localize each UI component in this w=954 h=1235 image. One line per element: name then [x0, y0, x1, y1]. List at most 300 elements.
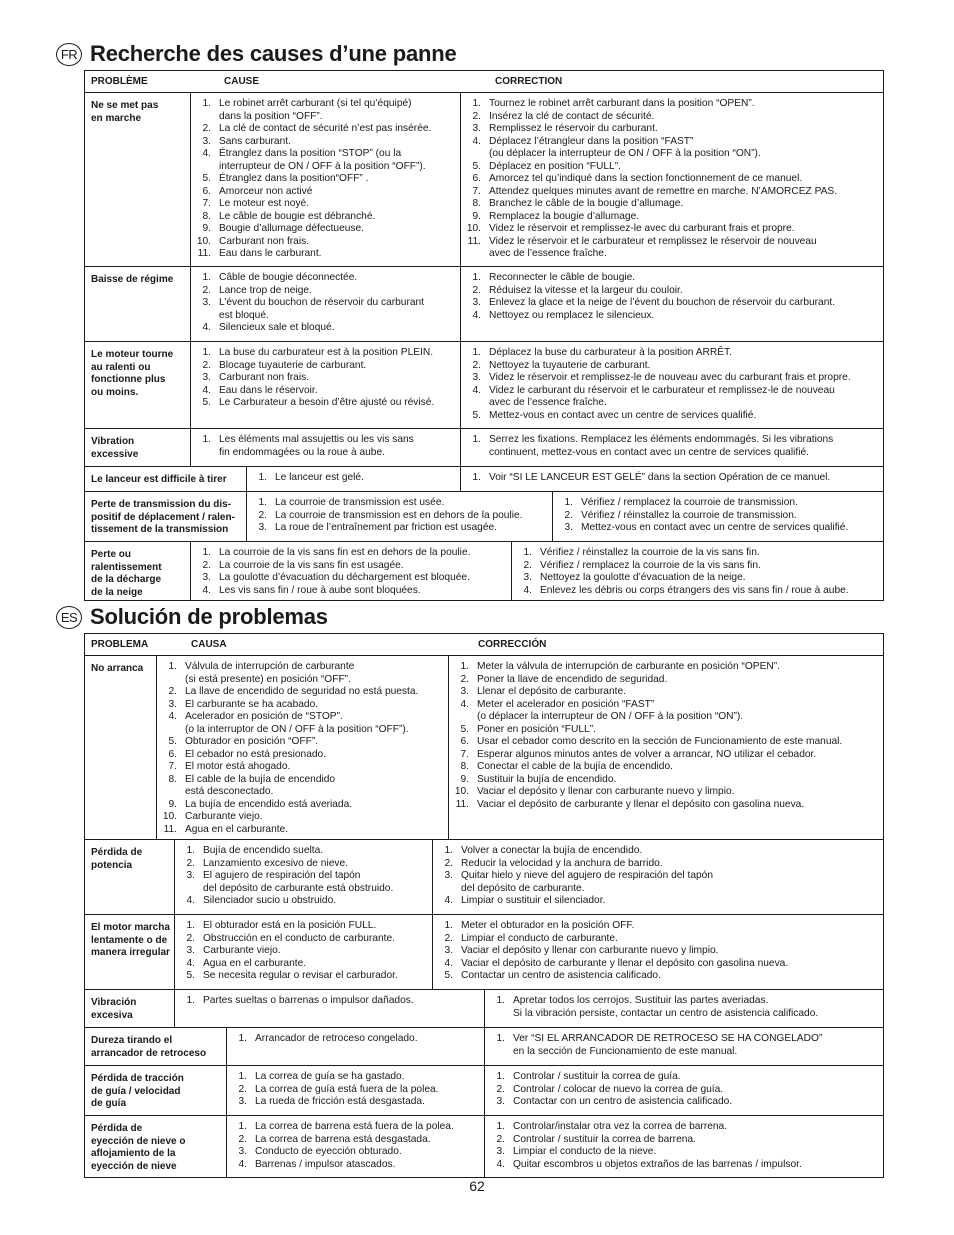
- item-text: Limpiar o sustituir el silenciador.: [461, 895, 606, 906]
- cause-item: [227, 1159, 480, 1172]
- item-text: Agua en el carburante.: [185, 823, 289, 835]
- item-text: Videz le carburant du réservoir et le carburateur et remplissez-le de nouveau avec de l’essence fraîche.: [489, 384, 835, 408]
- cause-item: [191, 186, 456, 199]
- item-text: Poner la llave de encendido de seguridad.: [477, 673, 668, 685]
- item-number: 5.: [472, 160, 481, 172]
- item-text: Vérifiez / remplacez la courroie de transmission.: [581, 497, 798, 508]
- item-text: Amorcez tel qu’indiqué dans la section fonctionnement de ce manuel.: [489, 173, 803, 184]
- cause-item: [157, 699, 444, 712]
- item-number: 6.: [460, 736, 469, 747]
- correction-item: [461, 472, 881, 485]
- item-text: La llave de encendido de seguridad no está puesta.: [185, 686, 419, 697]
- item-number: 1.: [202, 347, 211, 358]
- item-number: 3.: [202, 135, 211, 147]
- item-number: 2.: [460, 673, 469, 685]
- cause-cell: [191, 342, 461, 428]
- item-text: Videz le réservoir et remplissez-le de nouveau avec du carburant frais et propre.: [489, 372, 851, 383]
- cause-item: [157, 811, 444, 824]
- item-number: 1.: [472, 98, 481, 109]
- table-row: [84, 429, 884, 467]
- problem-cell: Le lanceur est difficile à tirer: [85, 467, 247, 491]
- item-number: 1.: [444, 920, 453, 931]
- correction-item: [485, 1096, 881, 1109]
- item-text: La correa de guía está fuera de la polea.: [255, 1083, 439, 1095]
- correction-item: [449, 786, 881, 799]
- fr-troubleshooting-table: [84, 70, 884, 601]
- item-text: Réduisez la vitesse et la largeur du couloir.: [489, 284, 683, 296]
- item-number: 1.: [444, 845, 453, 856]
- item-number: 3.: [444, 870, 453, 881]
- item-number: 8.: [460, 761, 469, 772]
- cause-cell: [191, 267, 461, 341]
- column-header-correction: CORRECTION: [495, 76, 563, 87]
- correction-cell: [485, 1116, 883, 1177]
- correction-item: [461, 347, 881, 360]
- item-text: Nettoyez la tuyauterie de carburant.: [489, 359, 651, 371]
- item-number: 4.: [202, 384, 211, 396]
- correction-item: [461, 434, 881, 459]
- item-text: Apretar todos los cerrojos. Sustituir las partes averiadas. Si la vibración persiste, contactar un centro de asistencia calificado.: [513, 995, 819, 1019]
- cause-cell: [191, 429, 461, 466]
- table-row: [84, 840, 884, 915]
- item-text: Ver “SI EL ARRANCADOR DE RETROCESO SE HA CONGELADO” en la sección de Funcionamiento de este manual.: [513, 1033, 823, 1057]
- item-number: 2.: [444, 857, 453, 869]
- item-text: Les vis sans fin / roue à aube sont bloquées.: [219, 584, 421, 596]
- item-text: Válvula de interrupción de carburante (si está presente) en posición “OFF”.: [185, 661, 355, 685]
- item-number: 3.: [460, 686, 469, 697]
- item-text: Arrancador de retroceso congelado.: [255, 1033, 418, 1044]
- correction-item: [461, 211, 881, 224]
- cause-cell: [227, 1116, 485, 1177]
- item-text: Contactar un centro de asistencia calificado.: [461, 970, 661, 981]
- cause-item: [157, 761, 444, 774]
- item-text: Carburante viejo.: [185, 811, 263, 822]
- item-number: 1.: [496, 995, 505, 1006]
- item-text: Acelerador en posición de “STOP”. (o la interruptor de ON / OFF à la position “OFF”).: [185, 711, 409, 735]
- correction-cell: [461, 267, 883, 341]
- item-number: 2.: [238, 1133, 247, 1145]
- cause-item: [191, 211, 456, 224]
- item-number: 3.: [238, 1146, 247, 1157]
- item-text: La courroie de la vis sans fin est usagée.: [219, 559, 404, 571]
- es-section-title: Solución de problemas: [90, 604, 328, 629]
- item-text: La bujía de encendido está averiada.: [185, 798, 353, 810]
- correction-cell: [461, 467, 883, 491]
- item-number: 5.: [202, 397, 211, 408]
- item-number: 5.: [202, 173, 211, 184]
- fr-section-heading: [56, 41, 457, 67]
- item-number: 4.: [472, 384, 481, 396]
- item-number: 3.: [186, 870, 195, 881]
- item-text: Carburant non frais.: [219, 235, 310, 247]
- item-number: 2.: [258, 509, 267, 521]
- item-text: Esperar algunos minutos antes de volver a arrancar, NO utilizar el cebador.: [477, 748, 817, 760]
- item-text: Remplissez le réservoir du carburant.: [489, 123, 658, 134]
- cause-item: [227, 1134, 480, 1147]
- correction-cell: [449, 656, 883, 839]
- item-number: 1.: [460, 661, 469, 672]
- item-text: La rueda de fricción está desgastada.: [255, 1096, 425, 1107]
- correction-item: [461, 198, 881, 211]
- item-text: Le lanceur est gelé.: [275, 472, 364, 483]
- item-text: El carburante se ha acabado.: [185, 698, 319, 710]
- correction-cell: [512, 542, 883, 600]
- item-text: Le robinet arrêt carburant (si tel qu’équipé) dans la position “OFF”.: [219, 98, 412, 122]
- column-header-cause: CAUSA: [191, 639, 227, 650]
- cause-item: [227, 1084, 480, 1097]
- item-number: 3.: [168, 698, 177, 710]
- item-number: 4.: [496, 1158, 505, 1170]
- cause-item: [191, 173, 456, 186]
- item-number: 4.: [460, 698, 469, 710]
- item-text: Étranglez dans la position “STOP” (ou la interrupteur de ON / OFF à la position “OFF”).: [219, 148, 426, 172]
- cause-cell: [247, 492, 553, 541]
- item-text: El obturador está en la posición FULL.: [203, 920, 377, 931]
- item-number: 1.: [564, 497, 573, 508]
- item-number: 3.: [202, 297, 211, 308]
- item-text: Sans carburant.: [219, 135, 291, 147]
- column-header-problem: PROBLÈME: [91, 76, 148, 87]
- cause-item: [191, 372, 456, 385]
- item-number: 7.: [202, 198, 211, 209]
- item-text: La clé de contact de sécurité n’est pas insérée.: [219, 123, 432, 134]
- item-number: 4.: [202, 148, 211, 159]
- item-number: 2.: [186, 857, 195, 869]
- problem-cell: Baisse de régime: [85, 267, 191, 341]
- table-row: [84, 342, 884, 429]
- cause-item: [227, 1071, 480, 1084]
- cause-item: [157, 686, 444, 699]
- item-number: 5.: [460, 723, 469, 735]
- item-text: L’évent du bouchon de réservoir du carburant est bloqué.: [219, 297, 425, 321]
- item-text: Conducto de eyección obturado.: [255, 1146, 402, 1157]
- item-number: 1.: [186, 920, 195, 931]
- table-row: [84, 467, 884, 492]
- table-row: [84, 267, 884, 342]
- item-number: 4.: [202, 584, 211, 596]
- cause-cell: [157, 656, 449, 839]
- item-text: Le moteur est noyé.: [219, 198, 310, 209]
- problem-cell: Pérdida de potencia: [85, 840, 175, 914]
- item-number: 3.: [202, 372, 211, 383]
- cause-item: [191, 397, 456, 410]
- item-text: Limpiar el conducto de carburante.: [461, 932, 618, 944]
- correction-item: [433, 845, 881, 858]
- item-text: Eau dans le carburant.: [219, 248, 322, 259]
- item-text: Obstrucción en el conducto de carburante.: [203, 932, 395, 944]
- correction-item: [461, 410, 881, 423]
- cause-item: [157, 661, 444, 686]
- item-text: Vaciar el depósito y llenar con carburante nuevo y limpio.: [461, 945, 719, 956]
- item-number: 5.: [472, 409, 481, 421]
- item-text: Meter el obturador en la posición OFF.: [461, 920, 635, 931]
- item-text: El motor está ahogado.: [185, 761, 291, 772]
- cause-item: [191, 360, 456, 373]
- cause-item: [191, 148, 456, 173]
- item-text: El cebador no está presionado.: [185, 748, 327, 760]
- correction-item: [485, 995, 881, 1020]
- correction-item: [433, 933, 881, 946]
- cause-item: [175, 933, 428, 946]
- item-number: 9.: [168, 798, 177, 810]
- item-number: 1.: [186, 845, 195, 856]
- correction-cell: [433, 840, 883, 914]
- correction-item: [449, 749, 881, 762]
- problem-cell: El motor marcha lentamente o de manera irregular: [85, 915, 175, 989]
- item-number: 4.: [523, 584, 532, 596]
- item-text: La courroie de transmission est usée.: [275, 497, 445, 508]
- item-number: 11.: [467, 235, 481, 247]
- item-number: 4.: [444, 895, 453, 906]
- item-text: Poner en posición “FULL”.: [477, 723, 596, 735]
- table-row: [84, 656, 884, 840]
- table-row: [84, 542, 884, 601]
- item-number: 2.: [472, 284, 481, 296]
- item-number: 2.: [202, 559, 211, 571]
- item-number: 3.: [496, 1096, 505, 1107]
- item-number: 2.: [472, 110, 481, 122]
- item-number: 10.: [162, 811, 177, 822]
- item-text: Enlevez la glace et la neige de l’évent du bouchon de réservoir du carburant.: [489, 297, 836, 308]
- cause-item: [191, 98, 456, 123]
- problem-cell: Le moteur tourne au ralenti ou fonctionne plus ou moins.: [85, 342, 191, 428]
- item-number: 1.: [496, 1071, 505, 1082]
- item-number: 3.: [523, 572, 532, 583]
- correction-cell: [485, 990, 883, 1027]
- es-section-heading: [56, 604, 328, 630]
- cause-item: [191, 560, 507, 573]
- item-number: 1.: [523, 547, 532, 558]
- item-text: Vérifiez / remplacez la courroie de la vis sans fin.: [540, 559, 761, 571]
- cause-cell: [175, 840, 433, 914]
- item-number: 4.: [186, 957, 195, 969]
- correction-item: [485, 1159, 881, 1172]
- item-text: Bujía de encendido suelta.: [203, 845, 324, 856]
- correction-item: [433, 895, 881, 908]
- item-number: 3.: [472, 297, 481, 308]
- item-number: 2.: [496, 1133, 505, 1145]
- item-number: 8.: [472, 198, 481, 209]
- cause-cell: [227, 1066, 485, 1115]
- item-number: 1.: [202, 547, 211, 558]
- item-number: 4.: [238, 1158, 247, 1170]
- correction-item: [461, 372, 881, 385]
- correction-cell: [485, 1028, 883, 1065]
- correction-item: [433, 920, 881, 933]
- correction-item: [449, 699, 881, 724]
- cause-item: [247, 522, 548, 535]
- cause-item: [191, 547, 507, 560]
- problem-cell: Vibración excesiva: [85, 990, 175, 1027]
- item-number: 3.: [258, 522, 267, 533]
- correction-item: [449, 761, 881, 774]
- cause-item: [191, 198, 456, 211]
- item-number: 1.: [472, 472, 481, 483]
- item-text: Partes sueltas o barrenas o impulsor dañados.: [203, 995, 414, 1006]
- item-text: Remplacez la bougie d’allumage.: [489, 210, 640, 222]
- correction-cell: [461, 342, 883, 428]
- cause-item: [191, 434, 456, 459]
- item-number: 2.: [202, 284, 211, 296]
- item-text: Agua en el carburante.: [203, 957, 307, 969]
- item-text: Meter el acelerador en posición “FAST” (o déplacer la interrupteur de ON / OFF à la position “ON”).: [477, 698, 744, 722]
- item-number: 11.: [163, 823, 177, 835]
- cause-item: [175, 995, 480, 1008]
- item-number: 1.: [238, 1033, 247, 1044]
- item-text: Meter la válvula de interrupción de carburante en posición “OPEN”.: [477, 661, 780, 672]
- problem-cell: Perte ou ralentissement de la décharge de la neige: [85, 542, 191, 600]
- item-text: La courroie de transmission est en dehors de la poulie.: [275, 509, 523, 521]
- problem-cell: Dureza tirando el arrancador de retroceso: [85, 1028, 227, 1065]
- item-text: La courroie de la vis sans fin est en dehors de la poulie.: [219, 547, 471, 558]
- item-number: 4.: [202, 322, 211, 333]
- fr-language-badge: FR: [56, 43, 82, 66]
- cause-item: [247, 497, 548, 510]
- correction-item: [449, 736, 881, 749]
- item-text: El agujero de respiración del tapón del depósito de carburante está obstruido.: [203, 870, 394, 894]
- item-number: 6.: [472, 173, 481, 184]
- item-text: Le câble de bougie est débranché.: [219, 210, 376, 222]
- item-number: 1.: [496, 1033, 505, 1044]
- correction-item: [461, 161, 881, 174]
- correction-cell: [461, 429, 883, 466]
- item-text: Volver a conectar la bujía de encendido.: [461, 845, 643, 856]
- item-number: 4.: [472, 135, 481, 147]
- page-number: 62: [469, 1178, 485, 1194]
- item-text: Déplacez l’étrangleur dans la position “FAST” (ou déplacer la interrupteur de ON / OFF à la position “ON”).: [489, 135, 761, 159]
- item-number: 1.: [472, 434, 481, 445]
- item-number: 2.: [202, 359, 211, 371]
- item-number: 1.: [238, 1071, 247, 1082]
- correction-item: [553, 510, 881, 523]
- item-text: Nettoyez ou remplacez le silencieux.: [489, 309, 655, 321]
- correction-item: [433, 858, 881, 871]
- item-number: 4.: [472, 309, 481, 321]
- cause-cell: [227, 1028, 485, 1065]
- correction-item: [461, 186, 881, 199]
- item-number: 5.: [168, 736, 177, 747]
- cause-item: [191, 347, 456, 360]
- cause-item: [157, 774, 444, 799]
- table-row: [84, 1066, 884, 1116]
- cause-item: [191, 248, 456, 261]
- item-number: 1.: [202, 272, 211, 283]
- cause-item: [175, 920, 428, 933]
- item-text: Le Carburateur a besoin d’être ajusté ou révisé.: [219, 397, 435, 408]
- correction-item: [449, 774, 881, 787]
- item-text: Controlar/instalar otra vez la correa de barrena.: [513, 1121, 728, 1132]
- item-number: 6.: [202, 185, 211, 197]
- item-text: La correa de barrena está desgastada.: [255, 1133, 431, 1145]
- es-language-badge: ES: [56, 606, 82, 629]
- item-text: Câble de bougie déconnectée.: [219, 272, 358, 283]
- item-text: La buse du carburateur est à la position PLEIN.: [219, 347, 434, 358]
- problem-cell: Pérdida de eyección de nieve o aflojamiento de la eyección de nieve: [85, 1116, 227, 1177]
- item-number: 1.: [202, 434, 211, 445]
- cause-cell: [247, 467, 461, 491]
- item-number: 5.: [444, 970, 453, 981]
- correction-item: [512, 560, 881, 573]
- item-number: 8.: [168, 773, 177, 785]
- item-text: Sustituir la bujía de encendido.: [477, 773, 617, 785]
- item-text: Vérifiez / réinstallez la courroie de transmission.: [581, 509, 797, 521]
- item-number: 1.: [496, 1121, 505, 1132]
- cause-cell: [175, 990, 485, 1027]
- problem-cell: Ne se met pas en marche: [85, 93, 191, 266]
- correction-cell: [461, 93, 883, 266]
- item-text: Barrenas / impulsor atascados.: [255, 1158, 396, 1170]
- correction-item: [449, 799, 881, 812]
- item-text: Bougie d’allumage défectueuse.: [219, 223, 364, 234]
- item-number: 9.: [460, 773, 469, 785]
- correction-item: [449, 661, 881, 674]
- cause-cell: [191, 93, 461, 266]
- item-number: 7.: [460, 748, 469, 760]
- column-header-cause: CAUSE: [224, 76, 260, 87]
- item-text: Usar el cebador como descrito en la sección de Funcionamiento de este manual.: [477, 736, 843, 747]
- item-number: 3.: [444, 945, 453, 956]
- item-text: Obturador en posición “OFF”.: [185, 736, 319, 747]
- cause-item: [175, 858, 428, 871]
- item-text: La roue de l’entraînement par friction est usagée.: [275, 522, 497, 533]
- item-number: 7.: [472, 185, 481, 197]
- cause-item: [191, 385, 456, 398]
- cause-item: [191, 285, 456, 298]
- cause-item: [191, 236, 456, 249]
- item-text: La correa de guía se ha gastado.: [255, 1071, 405, 1082]
- item-text: Silencieux sale et bloqué.: [219, 322, 335, 333]
- correction-item: [512, 547, 881, 560]
- cause-cell: [175, 915, 433, 989]
- correction-item: [461, 272, 881, 285]
- correction-cell: [433, 915, 883, 989]
- problem-cell: Perte de transmission du dis- positif de déplacement / ralen- tissement de la transmission: [85, 492, 247, 541]
- item-text: Mettez-vous en contact avec un centre de services qualifié.: [489, 409, 757, 421]
- item-number: 6.: [168, 748, 177, 760]
- item-number: 3.: [472, 123, 481, 134]
- item-text: Branchez le câble de la bougie d’allumage.: [489, 198, 684, 209]
- item-number: 2.: [444, 932, 453, 944]
- table-row: [84, 492, 884, 542]
- item-number: 3.: [186, 945, 195, 956]
- cause-item: [175, 945, 428, 958]
- item-number: 1.: [258, 472, 267, 483]
- item-number: 3.: [472, 372, 481, 383]
- item-text: Vaciar el depósito de carburante y llenar el depósito con gasolina nueva.: [477, 798, 805, 810]
- correction-item: [461, 310, 881, 323]
- item-number: 7.: [168, 761, 177, 772]
- item-text: Limpiar el conducto de la nieve.: [513, 1146, 657, 1157]
- correction-cell: [553, 492, 883, 541]
- item-text: Attendez quelques minutes avant de remettre en marche. N’AMORCEZ PAS.: [489, 185, 838, 197]
- correction-item: [512, 572, 881, 585]
- correction-item: [461, 360, 881, 373]
- correction-item: [553, 497, 881, 510]
- cause-item: [175, 845, 428, 858]
- cause-item: [191, 297, 456, 322]
- correction-item: [461, 111, 881, 124]
- item-number: 2.: [238, 1083, 247, 1095]
- item-number: 1.: [238, 1121, 247, 1132]
- correction-item: [461, 173, 881, 186]
- cause-item: [227, 1033, 480, 1046]
- es-troubleshooting-table: [84, 633, 884, 1178]
- item-number: 4.: [186, 895, 195, 906]
- correction-item: [461, 223, 881, 236]
- item-number: 10.: [196, 235, 211, 247]
- item-text: Lance trop de neige.: [219, 284, 312, 296]
- item-text: Videz le réservoir et remplissez-le avec du carburant frais et propre.: [489, 223, 795, 234]
